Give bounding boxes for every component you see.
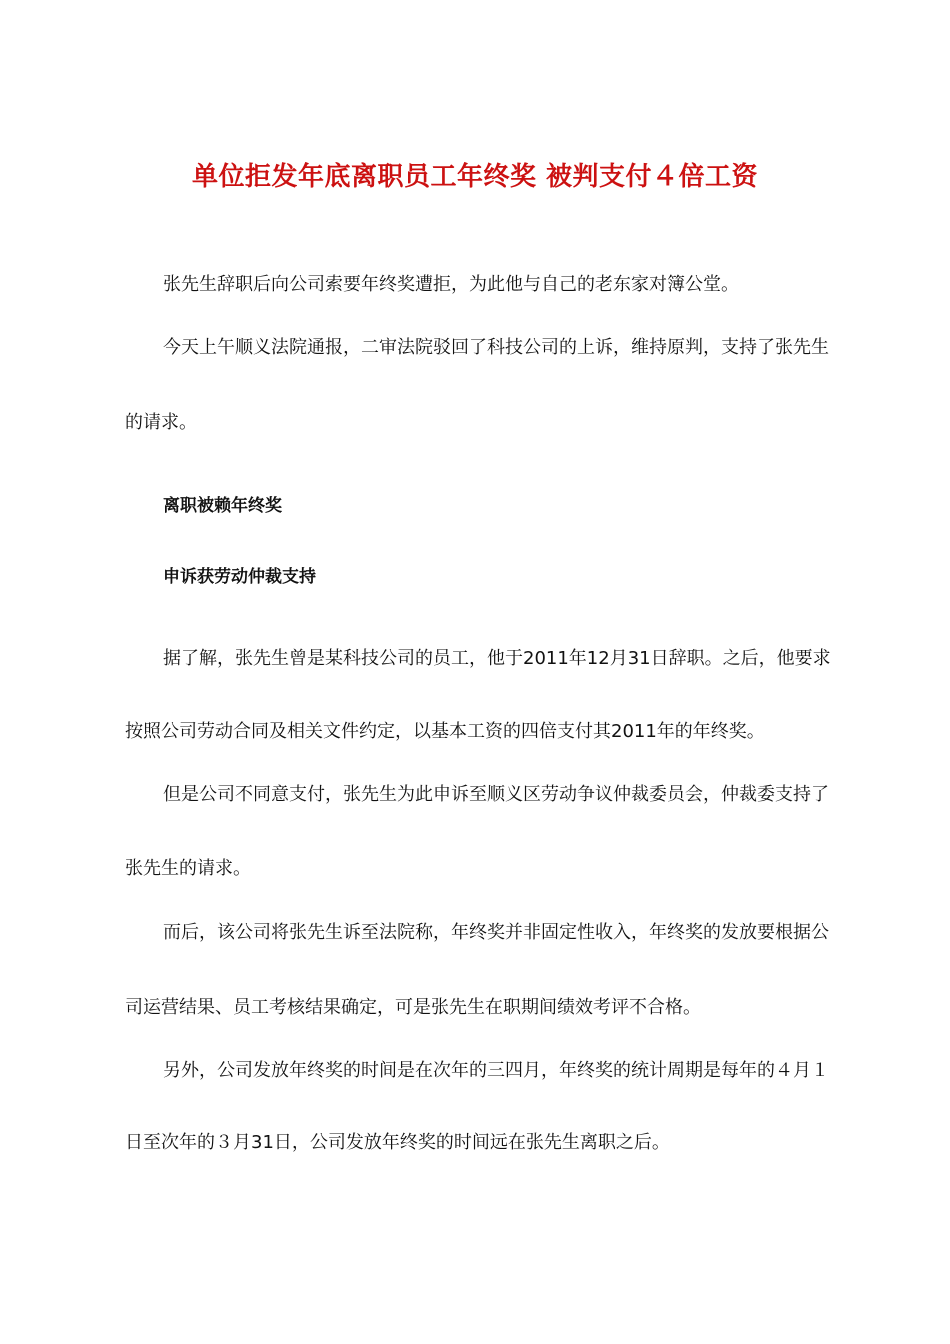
paragraph-2-line-1: 今天上午顺义法院通报，二审法院驳回了科技公司的上诉，维持原判，支持了张先生 [163,337,829,358]
section-heading-2: 申诉获劳动仲裁支持 [163,567,316,587]
paragraph-2-line-2: 的请求。 [125,412,197,433]
paragraph-3-line-1: 据了解，张先生曾是某科技公司的员工，他于2011年12月31日辞职。之后，他要求 [163,648,831,669]
paragraph-6-line-1: 另外，公司发放年终奖的时间是在次年的三四月，年终奖的统计周期是每年的４月１ [163,1060,829,1081]
paragraph-5-line-1: 而后，该公司将张先生诉至法院称，年终奖并非固定性收入，年终奖的发放要根据公 [163,922,829,943]
paragraph-4-line-2: 张先生的请求。 [125,858,251,879]
article-title: 单位拒发年底离职员工年终奖 被判支付４倍工资 [191,162,759,192]
paragraph-3-line-2: 按照公司劳动合同及相关文件约定，以基本工资的四倍支付其2011年的年终奖。 [125,721,765,742]
paragraph-6-line-2: 日至次年的３月31日，公司发放年终奖的时间远在张先生离职之后。 [125,1132,670,1153]
paragraph-1: 张先生辞职后向公司索要年终奖遭拒，为此他与自己的老东家对簿公堂。 [163,274,739,295]
paragraph-4-line-1: 但是公司不同意支付，张先生为此申诉至顺义区劳动争议仲裁委员会，仲裁委支持了 [163,784,829,805]
paragraph-5-line-2: 司运营结果、员工考核结果确定，可是张先生在职期间绩效考评不合格。 [125,997,701,1018]
section-heading-1: 离职被赖年终奖 [163,496,282,516]
